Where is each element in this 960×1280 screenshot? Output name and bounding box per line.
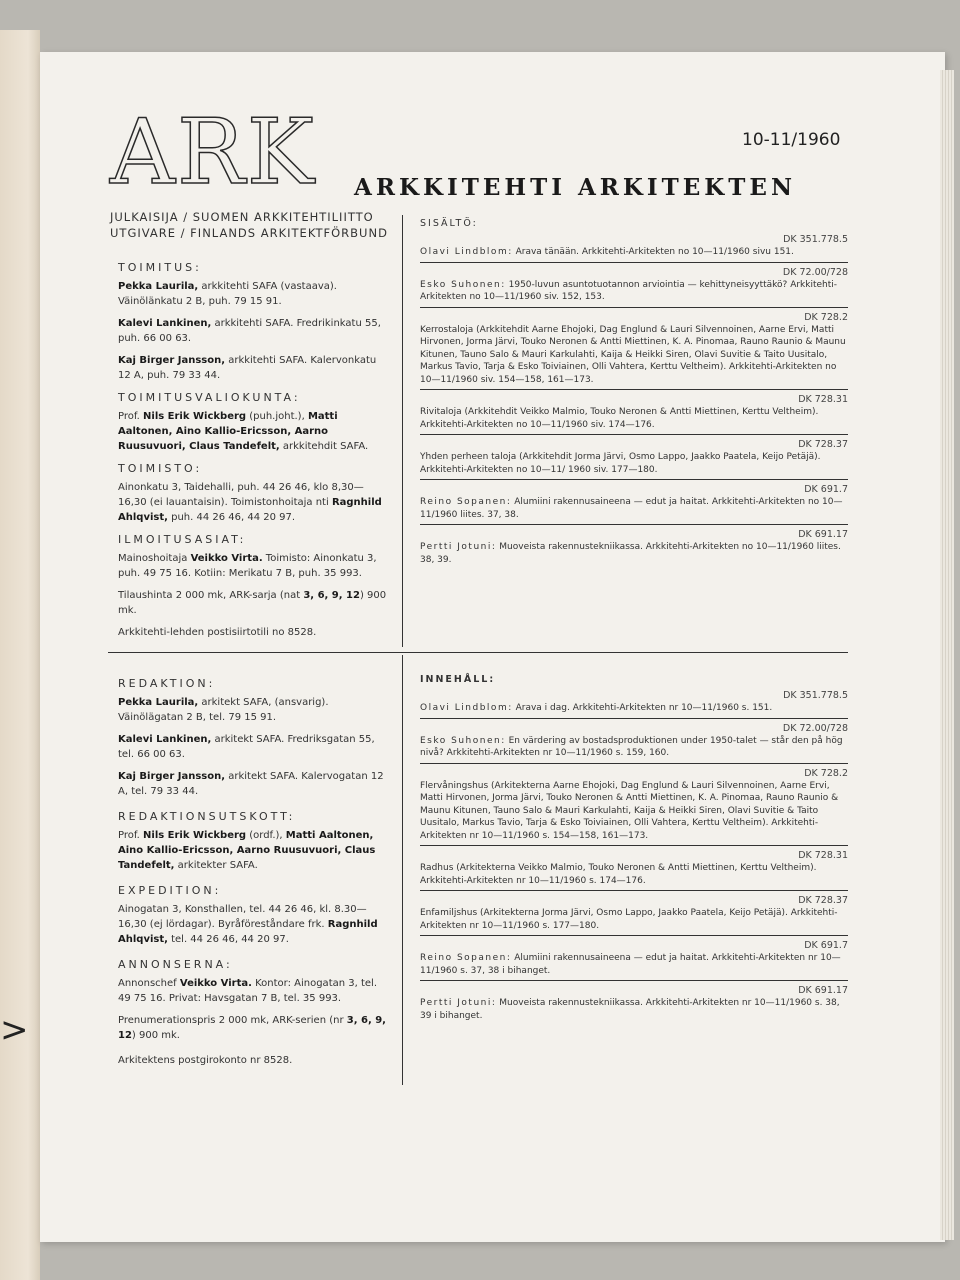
staff-details: arkitekt SAFA, (ansvarig). Väinölägatan 2 B, tel. 79 15 91.: [118, 697, 329, 723]
valiokunta-heading: TOIMITUSVALIOKUNTA:: [118, 391, 301, 404]
dk-code: DK 691.7: [804, 484, 848, 495]
toc-entry: [420, 689, 848, 719]
dk-code: DK 728.37: [798, 895, 848, 906]
committee-text: [118, 828, 390, 873]
entry-body: Flervåningshus (Arkitekterna Aarne Ehojoki, Dag Englund & Lauri Silvennoinen, Aarne Ervi, Matti Hirvonen, Jorma Järvi, Touko Neronen & Antti Miettinen, K. A. Pinomaa, Rauno Raunio & Maunu Kitunen, Tauno Salo & Mauri Karkulahti, Kaija & Heikki Siren, Olavi Suvitie & Taito Uusitalo, Markus Tavio, Tarja & Esko Toiviainen, Olli Vahtera, Kerttu Veltheim). Arkkitehti-Arkitekten nr 10—11/1960 s. 154—158, 161—173.: [420, 780, 839, 841]
toc-entry: [420, 984, 848, 1025]
dk-code: DK 72.00/728: [782, 722, 848, 734]
entry-body: Yhden perheen taloja (Arkkitehdit Jorma Järvi, Osmo Lappo, Jaakko Paatela, Keijo Petäjä). Arkkitehti-Arkitekten no 10—11/ 1960 siv. 177—180.: [420, 452, 821, 475]
subscription-price: [118, 588, 390, 618]
publisher-block: [110, 209, 388, 241]
sisalto-heading: SISÄLTÖ:: [420, 218, 478, 229]
dk-code: DK 728.31: [798, 850, 848, 861]
staff-name: Pekka Laurila,: [118, 697, 199, 708]
postal-account: Arkkitehti-lehden postisiirtotili no 8528.: [118, 627, 317, 638]
committee-suffix: arkkitehdit SAFA.: [279, 441, 369, 452]
dk-code: DK 728.37: [798, 439, 848, 450]
toc-entry: [420, 483, 848, 525]
staff-entry: [118, 316, 390, 346]
entry-body: Muoveista rakennustekniikassa. Arkkitehti-Arkitekten no 10—11/1960 liites. 38, 39.: [420, 542, 841, 565]
staff-name: Kaj Birger Jansson,: [118, 355, 226, 366]
magazine-title: ARKKITEHTI ARKITEKTEN: [354, 174, 796, 201]
office-manager: Ragnhild Ahlqvist,: [118, 919, 378, 945]
staff-details: arkkitehti SAFA. Fredrikinkatu 55, puh. 66 00 63.: [118, 318, 381, 344]
entry-text: [420, 406, 848, 431]
committee-members: Matti Aaltonen, Aino Kallio-Ericsson, Aarno Ruusuvuori, Claus Tandefelt,: [118, 411, 338, 452]
dk-code: DK 728.2: [804, 767, 848, 779]
entry-body: Arava i dag. Arkkitehti-Arkitekten nr 10—11/1960 s. 151.: [512, 703, 773, 713]
office-phone: puh. 44 26 46, 44 20 97.: [167, 512, 296, 523]
dk-code: DK 351.778.5: [783, 234, 848, 245]
postal-account: Arkitektens postgirokonto nr 8528.: [118, 1055, 293, 1066]
swedish-contents: [420, 672, 848, 1028]
ads-manager: Veikko Virta.: [190, 553, 263, 564]
section-divider: [108, 652, 848, 653]
office-address: Ainonkatu 3, Taidehalli, puh. 44 26 46, klo 8,30—16,30 (ei lauantaisin). Toimistonhoitaja nti: [118, 482, 364, 508]
entry-author: Esko Suhonen:: [420, 735, 506, 746]
office-phone: tel. 44 26 46, 44 20 97.: [167, 934, 289, 945]
ads-contact: Kontor: Ainogatan 3, tel. 49 75 16. Privat: Havsgatan 7 B, tel. 35 993.: [118, 978, 378, 1004]
entry-text: [420, 496, 848, 521]
price-prefix: Tilaushinta 2 000 mk, ARK-sarja (nat: [118, 590, 304, 601]
toimisto-heading: TOIMISTO:: [118, 462, 203, 475]
toc-entry: [420, 311, 848, 391]
staff-entry: [118, 279, 390, 309]
committee-role: (ordf.),: [246, 830, 286, 841]
annons-heading: ANNONSERNA:: [118, 958, 233, 971]
entry-author: Reino Sopanen:: [420, 497, 512, 507]
finnish-staff-column: [118, 260, 390, 647]
entry-text: [420, 451, 848, 476]
adjacent-page-edge: [0, 30, 40, 1280]
office-text: [118, 902, 390, 947]
committee-text: [118, 409, 390, 454]
entry-body: Alumiini rakennusaineena — edut ja haitat. Arkkitehti-Arkitekten nr 10—11/1960 s. 37, 38 i bihanget.: [420, 953, 841, 976]
price-suffix: ) 900 mk.: [131, 1030, 180, 1041]
entry-body: Arava tänään. Arkkitehti-Arkitekten no 10—11/1960 sivu 151.: [512, 247, 794, 257]
staff-name: Pekka Laurila,: [118, 281, 199, 292]
toimitus-heading: TOIMITUS:: [118, 261, 202, 274]
price-suffix: ) 900 mk.: [118, 590, 387, 616]
expedition-heading: EXPEDITION:: [118, 884, 222, 897]
publisher-fi: JULKAISIJA / SUOMEN ARKKITEHTILIITTO: [110, 210, 374, 224]
dk-code: DK 728.31: [798, 394, 848, 405]
committee-prefix: Prof.: [118, 830, 144, 841]
page-stack-edge: [940, 70, 954, 1240]
ads-text: [118, 976, 390, 1006]
ads-prefix: Annonschef: [118, 978, 180, 989]
staff-entry: [118, 769, 390, 799]
entry-author: Esko Suhonen:: [420, 279, 506, 290]
staff-entry: [118, 732, 390, 762]
toc-entry: [420, 393, 848, 435]
entry-text: [420, 246, 848, 259]
staff-entry: [118, 353, 390, 383]
toc-entry: [420, 528, 848, 569]
ilmoitus-heading: ILMOITUSASIAT:: [118, 533, 247, 546]
entry-body: 1950-luvun asuntotuotannon arviointia — kehittyneisyyttäkö? Arkkitehti-Arkitekten no 10—11/1960 siv. 152, 153.: [420, 279, 838, 302]
entry-text: [420, 952, 848, 977]
office-address: Ainogatan 3, Konsthallen, tel. 44 26 46, kl. 8.30—16,30 (ej lördagar). Byråföreståndare frk.: [118, 904, 367, 930]
entry-body: Rivitaloja (Arkkitehdit Veikko Malmio, Touko Neronen & Antti Miettinen, Kerttu Veltheim). Arkkitehti-Arkitekten no 10—11/1960 siv. 174—176.: [420, 407, 819, 430]
swedish-staff-column: [118, 676, 390, 1075]
column-divider-top: [402, 215, 403, 647]
toc-entry: [420, 233, 848, 263]
dk-code: DK 728.2: [804, 311, 848, 323]
price-issues: 3, 6, 9, 12: [118, 1015, 386, 1041]
entry-body: Muoveista rakennustekniikassa. Arkkitehti-Arkitekten nr 10—11/1960 s. 38, 39 i bihanget.: [420, 998, 840, 1021]
staff-details: arkkitehti SAFA. Kalervonkatu 12 A, puh. 79 33 44.: [118, 355, 377, 381]
toc-entry: [420, 767, 848, 847]
committee-prefix: Prof.: [118, 411, 144, 422]
ads-text: [118, 551, 390, 581]
entry-author: Olavi Lindblom:: [420, 247, 513, 257]
entry-body: En värdering av bostadsproduktionen under 1950-talet — står den på hög nivå? Arkkitehti-Arkitekten nr 10—11/1960 s. 159, 160.: [420, 735, 843, 758]
dk-code: DK 351.778.5: [783, 690, 848, 701]
entry-body: Alumiini rakennusaineena — edut ja haitat. Arkkitehti-Arkitekten no 10—11/1960 liites. 37, 38.: [420, 497, 843, 520]
entry-body: Enfamiljshus (Arkitekterna Jorma Järvi, Osmo Lappo, Jaakko Paatela, Keijo Petäjä). Arkkitehti-Arkitekten nr 10—11/1960 s. 177—180.: [420, 908, 838, 931]
entry-body: Kerrostaloja (Arkkitehdit Aarne Ehojoki, Dag Englund & Lauri Silvennoinen, Aarne Ervi, Matti Hirvonen, Jorma Järvi, Touko Neronen & Antti Miettinen, K. A. Pinomaa, Rauno Raunio & Maunu Kitunen, Tauno Salo & Mauri Karkulahti, Kaija & Heikki Siren, Olavi Suvitie & Taito Uusitalo, Markus Tavio, Tarja & Esko Toiviainen, Olli Vahtera, Kerttu Veltheim). Arkkitehti-Arkitekten no 10—11/1960 siv. 154—158, 161—173.: [420, 324, 846, 385]
toc-entry: [420, 266, 848, 308]
price-issues: 3, 6, 9, 12: [303, 590, 360, 601]
innehall-heading: INNEHÅLL:: [420, 674, 496, 685]
subscription-price: [118, 1013, 390, 1043]
ads-manager: Veikko Virta.: [179, 978, 252, 989]
entry-text: [420, 279, 848, 304]
entry-author: Olavi Lindblom:: [420, 703, 513, 713]
staff-details: arkitekt SAFA. Kalervogatan 12 A, tel. 79 33 44.: [118, 771, 384, 797]
ark-logo: ARK: [110, 100, 316, 205]
entry-author: Pertti Jotuni:: [420, 542, 497, 552]
ads-contact: Toimisto: Ainonkatu 3, puh. 49 75 16. Kotiin: Merikatu 7 B, puh. 35 993.: [118, 553, 377, 579]
committee-role: (puh.joht.),: [246, 411, 308, 422]
redaktion-heading: REDAKTION:: [118, 677, 216, 690]
committee-chair: Nils Erik Wickberg: [143, 830, 247, 841]
staff-name: Kalevi Lankinen,: [118, 318, 212, 329]
entry-text: [420, 862, 848, 887]
page-mark-glyph: >: [0, 1010, 29, 1050]
dk-code: DK 691.7: [804, 940, 848, 951]
entry-author: Pertti Jotuni:: [420, 998, 497, 1008]
dk-code: DK 691.17: [798, 529, 848, 540]
price-prefix: Prenumerationspris 2 000 mk, ARK-serien (nr: [118, 1015, 347, 1026]
entry-body: Radhus (Arkitekterna Veikko Malmio, Touko Neronen & Antti Miettinen, Kerttu Veltheim). Arkkitehti-Arkitekten nr 10—11/1960 s. 174—176.: [420, 863, 817, 886]
entry-text: [420, 541, 848, 566]
entry-text: [420, 702, 848, 715]
entry-text: [420, 735, 848, 760]
staff-details: arkkitehti SAFA (vastaava). Väinölänkatu 2 B, puh. 79 15 91.: [118, 281, 337, 307]
utskott-heading: REDAKTIONSUTSKOTT:: [118, 810, 296, 823]
ads-prefix: Mainoshoitaja: [118, 553, 191, 564]
toc-entry: [420, 438, 848, 480]
entry-text: [420, 324, 848, 387]
publisher-sv: UTGIVARE / FINLANDS ARKITEKTFÖRBUND: [110, 226, 388, 240]
staff-name: Kaj Birger Jansson,: [118, 771, 226, 782]
committee-suffix: arkitekter SAFA.: [174, 860, 258, 871]
entry-text: [420, 997, 848, 1022]
entry-author: Reino Sopanen:: [420, 953, 512, 963]
staff-name: Kalevi Lankinen,: [118, 734, 212, 745]
dk-code: DK 691.17: [798, 985, 848, 996]
committee-chair: Nils Erik Wickberg: [143, 411, 247, 422]
toc-entry: [420, 894, 848, 936]
staff-entry: [118, 695, 390, 725]
toc-entry: [420, 939, 848, 981]
staff-details: arkitekt SAFA. Fredriksgatan 55, tel. 66 00 63.: [118, 734, 375, 760]
issue-number: 10-11/1960: [742, 130, 841, 150]
office-text: [118, 480, 390, 525]
toc-entry: [420, 849, 848, 891]
finnish-contents: [420, 216, 848, 572]
column-divider-bottom: [402, 655, 403, 1085]
office-manager: Ragnhild Ahlqvist,: [118, 497, 382, 523]
entry-text: [420, 780, 848, 843]
dk-code: DK 72.00/728: [782, 266, 848, 278]
entry-text: [420, 907, 848, 932]
toc-entry: [420, 722, 848, 764]
committee-members: Matti Aaltonen, Aino Kallio-Ericsson, Aarno Ruusuvuori, Claus Tandefelt,: [118, 830, 376, 871]
